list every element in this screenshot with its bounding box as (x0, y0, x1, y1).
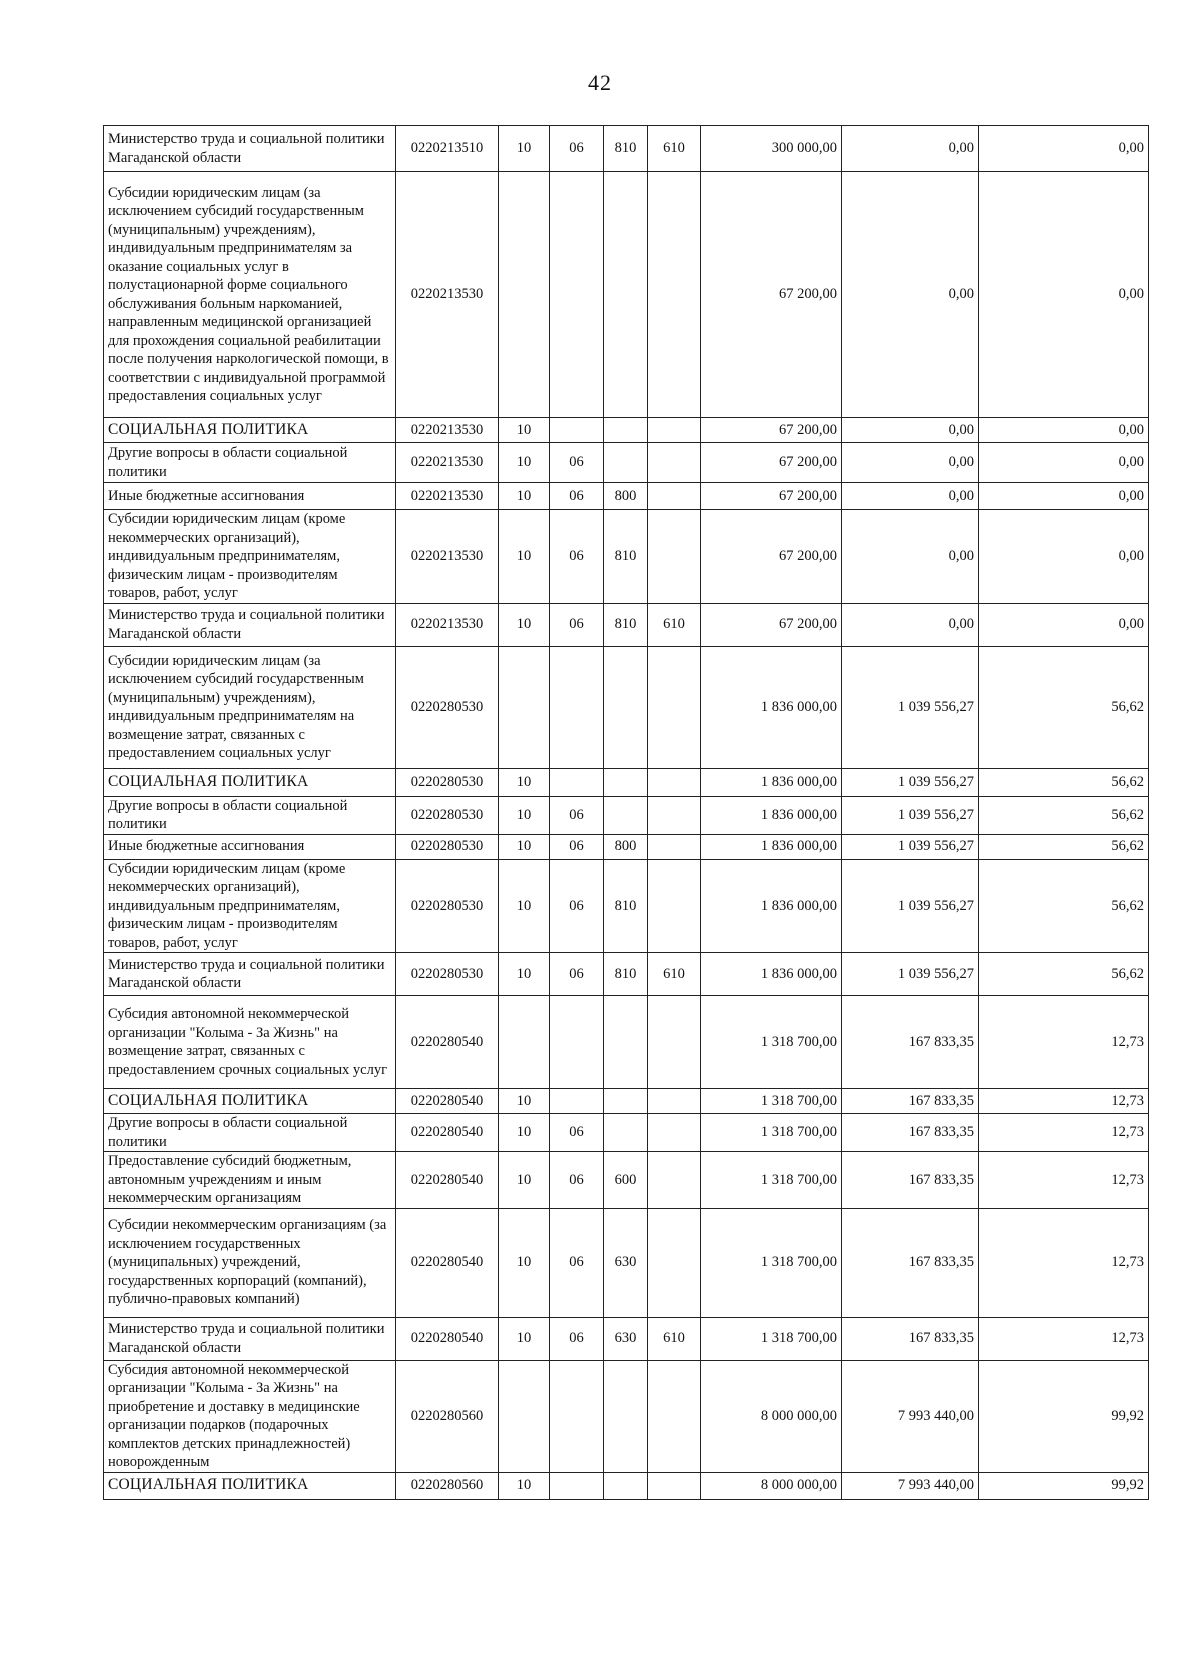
subsection-code: 06 (550, 859, 604, 953)
expense-type-code (604, 172, 648, 418)
section-code: 10 (499, 510, 550, 604)
expense-type-code (604, 1360, 648, 1472)
subsection-code: 06 (550, 1208, 604, 1317)
execution-percent: 0,00 (979, 603, 1149, 646)
row-name: СОЦИАЛЬНАЯ ПОЛИТИКА (104, 1089, 396, 1114)
executed-amount: 0,00 (842, 418, 979, 443)
executed-amount: 7 993 440,00 (842, 1472, 979, 1499)
row-name: СОЦИАЛЬНАЯ ПОЛИТИКА (104, 768, 396, 796)
plan-amount: 1 836 000,00 (701, 953, 842, 996)
executed-amount: 0,00 (842, 603, 979, 646)
plan-amount: 1 836 000,00 (701, 859, 842, 953)
target-article-code: 0220280540 (396, 1152, 499, 1209)
subsection-code: 06 (550, 796, 604, 834)
section-code: 10 (499, 796, 550, 834)
expense-type-code: 800 (604, 834, 648, 859)
administrator-code (648, 418, 701, 443)
table-row (104, 1152, 1149, 1209)
expense-type-code: 810 (604, 603, 648, 646)
row-name: Министерство труда и социальной политики Магаданской области (104, 1317, 396, 1360)
plan-amount: 1 836 000,00 (701, 768, 842, 796)
subsection-code (550, 646, 604, 768)
section-code: 10 (499, 418, 550, 443)
execution-percent: 12,73 (979, 1089, 1149, 1114)
administrator-code (648, 510, 701, 604)
administrator-code (648, 1472, 701, 1499)
target-article-code: 0220280540 (396, 1114, 499, 1152)
expense-type-code (604, 418, 648, 443)
administrator-code: 610 (648, 953, 701, 996)
target-article-code: 0220213530 (396, 443, 499, 483)
row-name: Другие вопросы в области социальной политики (104, 443, 396, 483)
administrator-code (648, 834, 701, 859)
executed-amount: 0,00 (842, 126, 979, 172)
administrator-code (648, 646, 701, 768)
expense-type-code: 810 (604, 953, 648, 996)
executed-amount: 167 833,35 (842, 1208, 979, 1317)
execution-percent: 56,62 (979, 859, 1149, 953)
row-name: Субсидия автономной некоммерческой организации "Колыма - За Жизнь" на приобретение и доставку в медицинские организации подарков (подарочных комплектов детских принадлежностей) новорожденным (104, 1360, 396, 1472)
plan-amount: 67 200,00 (701, 418, 842, 443)
subsection-code (550, 1472, 604, 1499)
target-article-code: 0220213530 (396, 510, 499, 604)
subsection-code: 06 (550, 1152, 604, 1209)
expense-type-code (604, 1114, 648, 1152)
executed-amount: 167 833,35 (842, 1089, 979, 1114)
expense-type-code (604, 1089, 648, 1114)
administrator-code (648, 996, 701, 1089)
section-code: 10 (499, 1089, 550, 1114)
plan-amount: 67 200,00 (701, 483, 842, 510)
expense-type-code: 810 (604, 510, 648, 604)
table-row (104, 646, 1149, 768)
target-article-code: 0220213530 (396, 418, 499, 443)
expense-type-code: 630 (604, 1208, 648, 1317)
execution-percent: 56,62 (979, 646, 1149, 768)
row-name: Другие вопросы в области социальной политики (104, 1114, 396, 1152)
administrator-code: 610 (648, 1317, 701, 1360)
expense-type-code: 630 (604, 1317, 648, 1360)
execution-percent: 12,73 (979, 1317, 1149, 1360)
plan-amount: 1 318 700,00 (701, 1317, 842, 1360)
table-row (104, 418, 1149, 443)
row-name: СОЦИАЛЬНАЯ ПОЛИТИКА (104, 418, 396, 443)
subsection-code: 06 (550, 510, 604, 604)
section-code: 10 (499, 1152, 550, 1209)
administrator-code (648, 172, 701, 418)
table-body (104, 126, 1149, 1500)
table-row (104, 603, 1149, 646)
subsection-code: 06 (550, 483, 604, 510)
executed-amount: 167 833,35 (842, 996, 979, 1089)
target-article-code: 0220213510 (396, 126, 499, 172)
target-article-code: 0220213530 (396, 483, 499, 510)
subsection-code (550, 418, 604, 443)
subsection-code: 06 (550, 1317, 604, 1360)
section-code: 10 (499, 483, 550, 510)
executed-amount: 167 833,35 (842, 1317, 979, 1360)
row-name: Субсидии юридическим лицам (за исключением субсидий государственным (муниципальным) учреждениям), индивидуальным предпринимателям за оказание социальных услуг в полустационарной форме социального обслуживания больным наркоманией, направленным медицинской организацией для прохождения социальной реабилитации после получения наркологической помощи, в соответствии с индивидуальной программой предоставления социальных услуг (104, 172, 396, 418)
plan-amount: 1 318 700,00 (701, 1114, 842, 1152)
expense-type-code: 810 (604, 859, 648, 953)
plan-amount: 8 000 000,00 (701, 1360, 842, 1472)
plan-amount: 67 200,00 (701, 443, 842, 483)
table-row (104, 483, 1149, 510)
execution-percent: 99,92 (979, 1472, 1149, 1499)
target-article-code: 0220280530 (396, 953, 499, 996)
budget-execution-table (103, 125, 1149, 1500)
target-article-code: 0220280540 (396, 1208, 499, 1317)
execution-percent: 99,92 (979, 1360, 1149, 1472)
executed-amount: 1 039 556,27 (842, 953, 979, 996)
table-row (104, 510, 1149, 604)
row-name: Субсидии некоммерческим организациям (за исключением государственных (муниципальных) учреждений, государственных корпораций (компаний), публично-правовых компаний) (104, 1208, 396, 1317)
section-code: 10 (499, 443, 550, 483)
executed-amount: 1 039 556,27 (842, 646, 979, 768)
section-code: 10 (499, 834, 550, 859)
table-row (104, 996, 1149, 1089)
row-name: Субсидия автономной некоммерческой организации "Колыма - За Жизнь" на возмещение затрат, связанных с предоставлением срочных социальных услуг (104, 996, 396, 1089)
section-code: 10 (499, 126, 550, 172)
section-code: 10 (499, 1472, 550, 1499)
plan-amount: 67 200,00 (701, 172, 842, 418)
execution-percent: 12,73 (979, 1208, 1149, 1317)
execution-percent: 0,00 (979, 172, 1149, 418)
table-row (104, 953, 1149, 996)
expense-type-code (604, 1472, 648, 1499)
page-number: 42 (588, 70, 612, 95)
execution-percent: 12,73 (979, 1152, 1149, 1209)
subsection-code (550, 1360, 604, 1472)
target-article-code: 0220280530 (396, 859, 499, 953)
section-code: 10 (499, 1317, 550, 1360)
executed-amount: 0,00 (842, 172, 979, 418)
row-name: Субсидии юридическим лицам (кроме некоммерческих организаций), индивидуальным предпринимателям, физическим лицам - производителям товаров, работ, услуг (104, 859, 396, 953)
section-code: 10 (499, 859, 550, 953)
execution-percent: 0,00 (979, 510, 1149, 604)
subsection-code: 06 (550, 443, 604, 483)
execution-percent: 0,00 (979, 126, 1149, 172)
executed-amount: 1 039 556,27 (842, 834, 979, 859)
section-code (499, 646, 550, 768)
administrator-code (648, 483, 701, 510)
target-article-code: 0220213530 (396, 603, 499, 646)
executed-amount: 167 833,35 (842, 1152, 979, 1209)
table-row (104, 1360, 1149, 1472)
subsection-code (550, 768, 604, 796)
table-row (104, 1089, 1149, 1114)
row-name: СОЦИАЛЬНАЯ ПОЛИТИКА (104, 1472, 396, 1499)
table-row (104, 1114, 1149, 1152)
target-article-code: 0220280560 (396, 1472, 499, 1499)
plan-amount: 1 836 000,00 (701, 834, 842, 859)
executed-amount: 0,00 (842, 443, 979, 483)
executed-amount: 1 039 556,27 (842, 859, 979, 953)
expense-type-code (604, 796, 648, 834)
target-article-code: 0220280530 (396, 646, 499, 768)
row-name: Министерство труда и социальной политики Магаданской области (104, 126, 396, 172)
table-row (104, 1317, 1149, 1360)
section-code (499, 996, 550, 1089)
administrator-code (648, 1114, 701, 1152)
row-name: Предоставление субсидий бюджетным, автономным учреждениям и иным некоммерческим организациям (104, 1152, 396, 1209)
target-article-code: 0220280530 (396, 796, 499, 834)
expense-type-code: 800 (604, 483, 648, 510)
section-code (499, 1360, 550, 1472)
executed-amount: 0,00 (842, 483, 979, 510)
executed-amount: 167 833,35 (842, 1114, 979, 1152)
execution-percent: 0,00 (979, 418, 1149, 443)
execution-percent: 12,73 (979, 996, 1149, 1089)
table-row (104, 172, 1149, 418)
administrator-code (648, 1089, 701, 1114)
section-code: 10 (499, 1114, 550, 1152)
administrator-code (648, 1152, 701, 1209)
administrator-code (648, 768, 701, 796)
executed-amount: 7 993 440,00 (842, 1360, 979, 1472)
row-name: Другие вопросы в области социальной политики (104, 796, 396, 834)
execution-percent: 0,00 (979, 443, 1149, 483)
plan-amount: 1 318 700,00 (701, 1208, 842, 1317)
plan-amount: 300 000,00 (701, 126, 842, 172)
section-code (499, 172, 550, 418)
subsection-code: 06 (550, 1114, 604, 1152)
subsection-code (550, 996, 604, 1089)
table-row (104, 796, 1149, 834)
target-article-code: 0220280530 (396, 768, 499, 796)
subsection-code: 06 (550, 126, 604, 172)
section-code: 10 (499, 1208, 550, 1317)
target-article-code: 0220280560 (396, 1360, 499, 1472)
plan-amount: 1 318 700,00 (701, 1152, 842, 1209)
plan-amount: 1 318 700,00 (701, 996, 842, 1089)
target-article-code: 0220280540 (396, 996, 499, 1089)
expense-type-code: 600 (604, 1152, 648, 1209)
expense-type-code (604, 646, 648, 768)
executed-amount: 0,00 (842, 510, 979, 604)
table-row (104, 1472, 1149, 1499)
expense-type-code: 810 (604, 126, 648, 172)
row-name: Субсидии юридическим лицам (за исключением субсидий государственным (муниципальным) учреждениям), индивидуальным предпринимателям на возмещение затрат, связанных с предоставлением социальных услуг (104, 646, 396, 768)
expense-type-code (604, 443, 648, 483)
administrator-code (648, 796, 701, 834)
expense-type-code (604, 996, 648, 1089)
administrator-code (648, 859, 701, 953)
execution-percent: 56,62 (979, 834, 1149, 859)
section-code: 10 (499, 768, 550, 796)
administrator-code (648, 1208, 701, 1317)
executed-amount: 1 039 556,27 (842, 768, 979, 796)
plan-amount: 67 200,00 (701, 510, 842, 604)
target-article-code: 0220280540 (396, 1089, 499, 1114)
section-code: 10 (499, 953, 550, 996)
subsection-code (550, 1089, 604, 1114)
expense-type-code (604, 768, 648, 796)
execution-percent: 0,00 (979, 483, 1149, 510)
execution-percent: 56,62 (979, 768, 1149, 796)
plan-amount: 8 000 000,00 (701, 1472, 842, 1499)
execution-percent: 56,62 (979, 796, 1149, 834)
administrator-code (648, 1360, 701, 1472)
table-row (104, 1208, 1149, 1317)
plan-amount: 1 836 000,00 (701, 646, 842, 768)
plan-amount: 1 836 000,00 (701, 796, 842, 834)
administrator-code: 610 (648, 603, 701, 646)
target-article-code: 0220280530 (396, 834, 499, 859)
plan-amount: 1 318 700,00 (701, 1089, 842, 1114)
table-row (104, 859, 1149, 953)
table-row (104, 768, 1149, 796)
row-name: Министерство труда и социальной политики Магаданской области (104, 953, 396, 996)
executed-amount: 1 039 556,27 (842, 796, 979, 834)
subsection-code: 06 (550, 603, 604, 646)
subsection-code: 06 (550, 953, 604, 996)
execution-percent: 12,73 (979, 1114, 1149, 1152)
plan-amount: 67 200,00 (701, 603, 842, 646)
row-name: Министерство труда и социальной политики Магаданской области (104, 603, 396, 646)
execution-percent: 56,62 (979, 953, 1149, 996)
section-code: 10 (499, 603, 550, 646)
subsection-code (550, 172, 604, 418)
administrator-code: 610 (648, 126, 701, 172)
row-name: Иные бюджетные ассигнования (104, 483, 396, 510)
subsection-code: 06 (550, 834, 604, 859)
table-row (104, 834, 1149, 859)
table-row (104, 443, 1149, 483)
row-name: Субсидии юридическим лицам (кроме некоммерческих организаций), индивидуальным предпринимателям, физическим лицам - производителям товаров, работ, услуг (104, 510, 396, 604)
administrator-code (648, 443, 701, 483)
row-name: Иные бюджетные ассигнования (104, 834, 396, 859)
table-row (104, 126, 1149, 172)
target-article-code: 0220280540 (396, 1317, 499, 1360)
target-article-code: 0220213530 (396, 172, 499, 418)
